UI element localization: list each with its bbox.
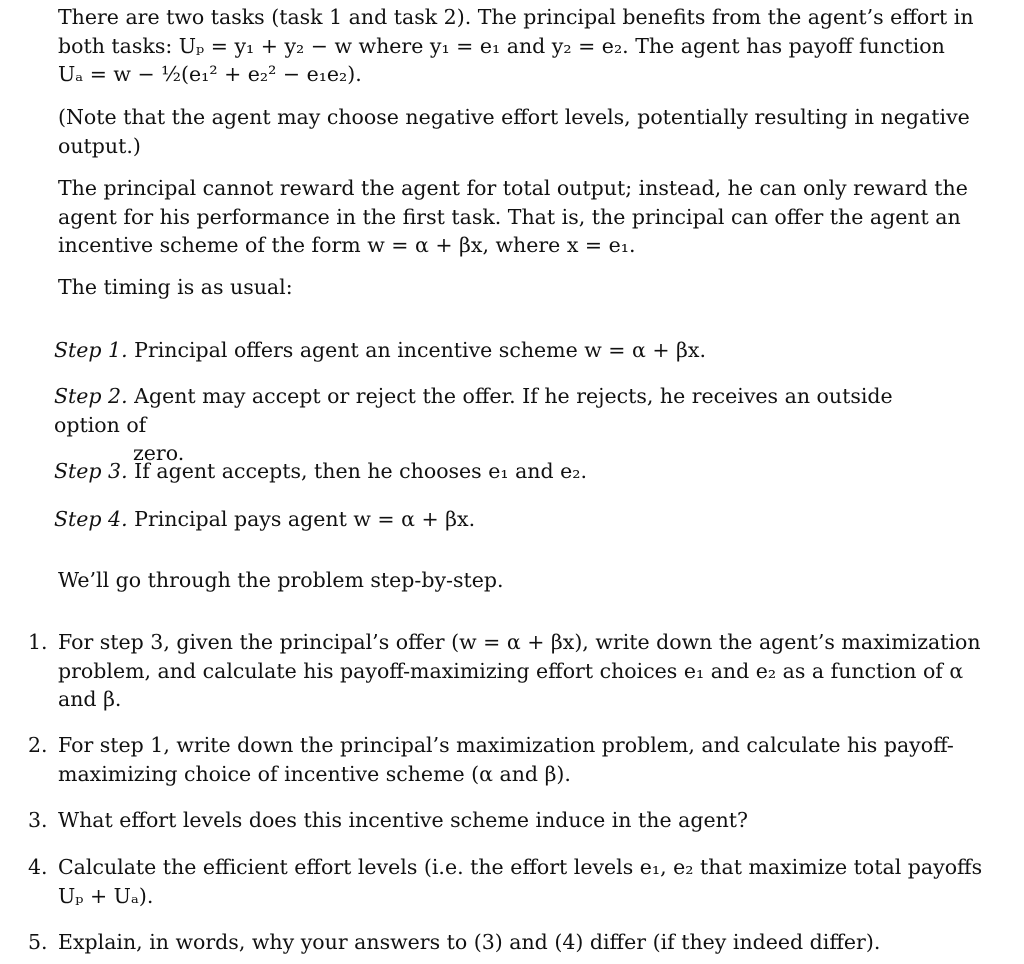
question-item [28,628,981,711]
step-label: Step 3. [54,459,128,483]
question-number: 1. [28,630,48,654]
intro-line: both tasks: Uₚ = y₁ + y₂ − w where y₁ = e₁ and y₂ = e₂. The agent has payoff function [58,33,945,58]
question-body [58,928,948,957]
step-item [54,505,954,534]
question-item [28,853,983,908]
question-number: 2. [28,733,48,757]
question-line: For step 3, given the principal’s offer (w = α + βx), write down the agent’s maximization [58,630,981,654]
question-item [28,806,958,835]
question-number: 3. [28,808,48,832]
step-label: Step 1. [54,338,128,362]
incentive-paragraph [58,174,968,260]
question-line: Calculate the efficient effort levels (i.e. the effort levels e₁, e₂ that maximize total payoffs [58,855,983,879]
step-text: Principal offers agent an incentive scheme w = α + βx. [134,338,706,362]
step-text: Agent may accept or reject the offer. If he rejects, he receives an outside option of [54,384,893,437]
step-item [54,457,954,486]
timing-intro-text: The timing is as usual: [58,275,293,299]
step-item [54,382,954,468]
incentive-line: The principal cannot reward the agent for total output; instead, he can only reward the [58,176,968,200]
step-text-continued: zero. [133,441,185,465]
intro-line: Uₐ = w − ½(e₁² + e₂² − e₁e₂). [58,62,362,86]
question-number: 5. [28,930,48,954]
question-line: problem, and calculate his payoff-maximizing effort choices e₁ and e₂ as a function of α [58,658,964,683]
question-line: maximizing choice of incentive scheme (α and β). [58,761,571,786]
incentive-line: incentive scheme of the form w = α + βx, where x = e₁. [58,233,636,257]
note-line: output.) [58,133,141,158]
note-line: (Note that the agent may choose negative effort levels, potentially resulting in negative [58,105,970,129]
intro-paragraph [58,3,974,89]
walkthrough-text: We’ll go through the problem step-by-step. [58,568,504,592]
timing-intro [58,273,948,302]
walkthrough-paragraph [58,566,948,595]
step-label: Step 4. [54,507,128,531]
question-body [58,731,954,788]
step-text: If agent accepts, then he chooses e₁ and e₂. [134,459,588,483]
incentive-line: agent for his performance in the first task. That is, the principal can offer the agent an [58,204,961,229]
question-line: For step 1, write down the principal’s maximization problem, and calculate his payoff- [58,733,954,757]
note-paragraph [58,103,970,160]
step-text: Principal pays agent w = α + βx. [134,507,476,531]
question-body [58,628,981,714]
question-line: and β. [58,687,122,711]
question-item [28,731,958,786]
question-line: Explain, in words, why your answers to (3) and (4) differ (if they indeed differ). [58,930,881,954]
intro-line: There are two tasks (task 1 and task 2). The principal benefits from the agent’s effort in [58,5,974,29]
question-line: What effort levels does this incentive scheme induce in the agent? [58,808,749,832]
question-body [58,853,983,910]
question-item [28,928,958,957]
question-body [58,806,948,835]
question-line: Uₚ + Uₐ). [58,883,154,908]
step-item [54,336,954,365]
step-label: Step 2. [54,384,128,408]
question-number: 4. [28,855,48,879]
